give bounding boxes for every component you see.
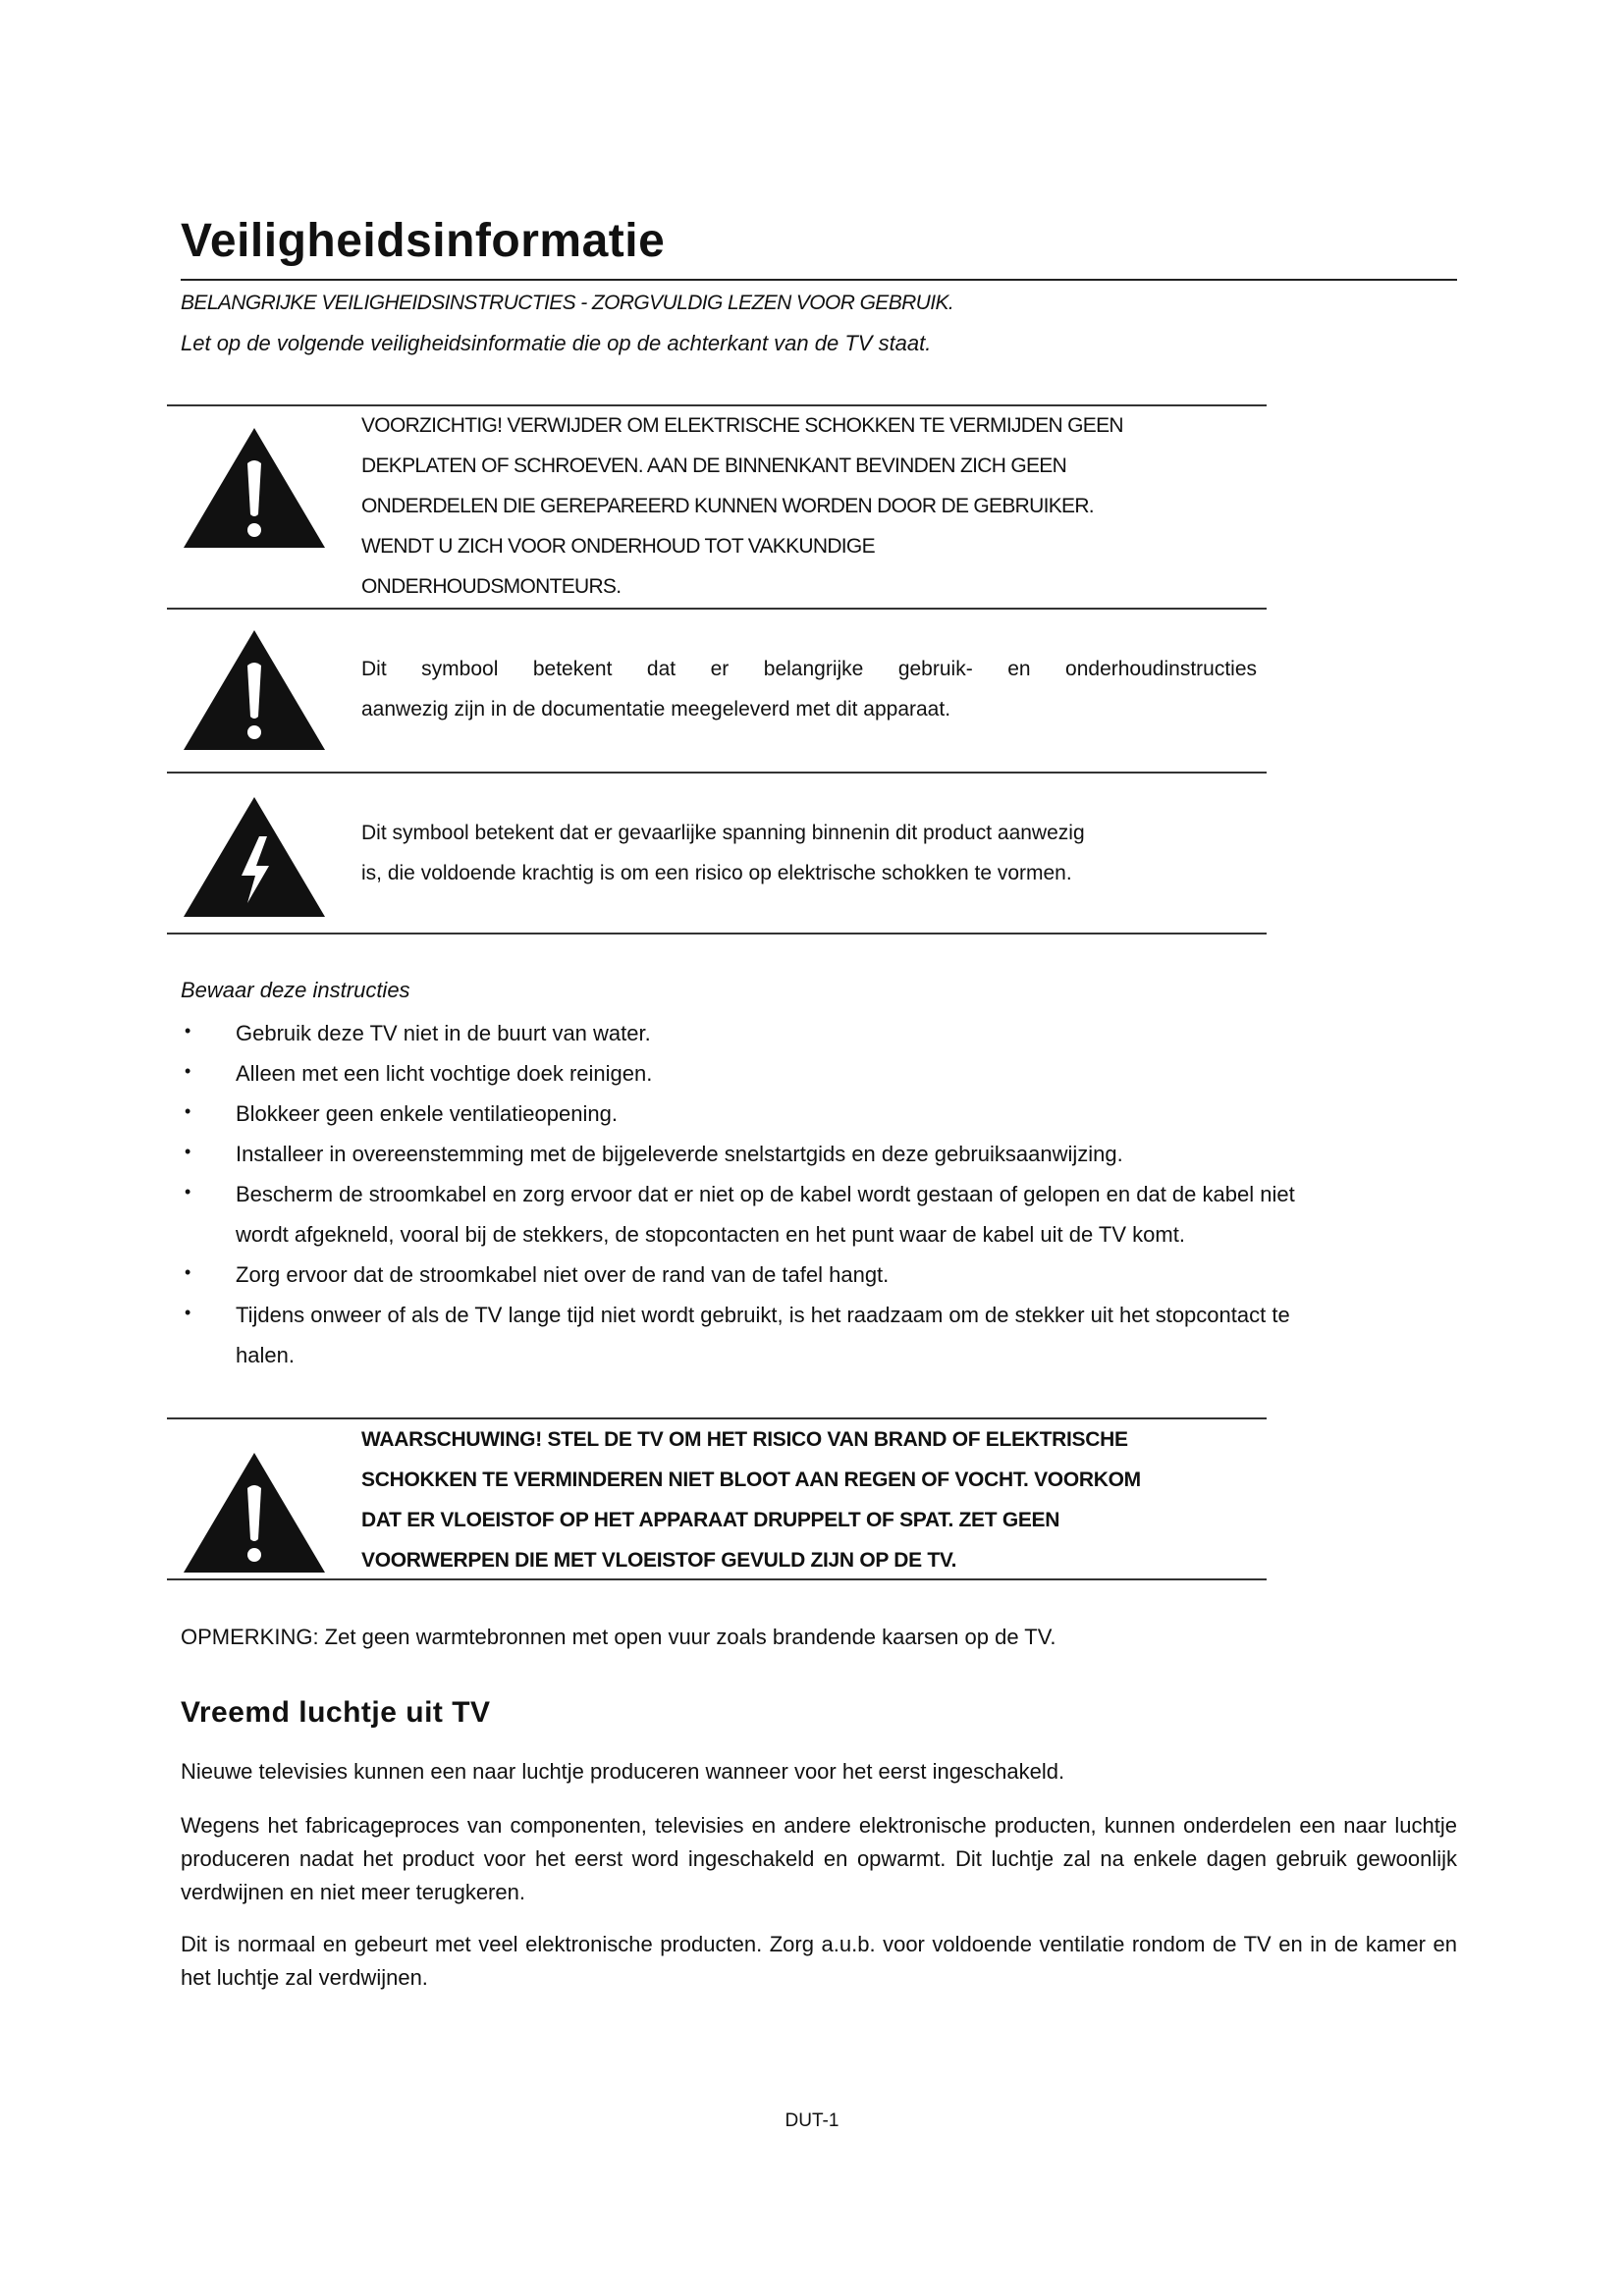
list-item: • Gebruik deze TV niet in de buurt van water. — [181, 1013, 1467, 1053]
voltage-explanation-text — [361, 813, 1257, 893]
caution-line: ONDERDELEN DIE GEREPAREERD KUNNEN WORDEN DOOR DE GEBRUIKER. — [361, 495, 1094, 517]
exclamation-triangle-icon — [181, 424, 328, 552]
odor-paragraph: Wegens het fabricageproces van componenten, televisies en andere elektronische producten, kunnen onderdelen een naar luchtje produceren nadat het product voor het eerst word ingeschakeld en opwarmt. Dit luchtje zal na enkele dagen gebruik gewoonlijk verdwijnen en niet meer terugkeren. — [181, 1813, 1457, 1904]
list-item: • Installeer in overeenstemming met de bijgeleverde snelstartgids en deze gebruiksaanwijzing. — [181, 1134, 1467, 1174]
odor-paragraph: Nieuwe televisies kunnen een naar luchtje produceren wanneer voor het eerst ingeschakeld. — [181, 1759, 1065, 1784]
bullet: • — [185, 1061, 191, 1081]
explanation-line: aanwezig zijn in de documentatie meegeleverd met dit apparaat. — [361, 698, 951, 721]
list-item: • Zorg ervoor dat de stroomkabel niet over de rand van de tafel hangt. — [181, 1255, 1467, 1295]
water-warning-line: SCHOKKEN TE VERMINDEREN NIET BLOOT AAN REGEN OF VOCHT. VOORKOM — [361, 1468, 1141, 1491]
bullet: • — [185, 1101, 191, 1121]
water-warning-text — [361, 1419, 1257, 1580]
divider — [167, 1578, 1267, 1580]
bullet: • — [185, 1182, 191, 1201]
important-instructions-line: BELANGRIJKE VEILIGHEIDSINSTRUCTIES - ZORGVULDIG LEZEN VOOR GEBRUIK. — [181, 292, 954, 314]
odor-paragraph: Dit is normaal en gebeurt met veel elektronische producten. Zorg a.u.b. voor voldoende ventilatie rondom de TV en in de kamer en het luchtje zal verdwijnen. — [181, 1932, 1457, 1990]
page-number: DUT-1 — [785, 2110, 839, 2131]
explanation-line: Dit symbool betekent dat er belangrijke gebruik- en onderhoudinstructies — [361, 658, 1257, 680]
bullet: • — [185, 1142, 191, 1161]
water-warning-line: DAT ER VLOEISTOF OP HET APPARAAT DRUPPELT OF SPAT. ZET GEEN — [361, 1509, 1060, 1531]
notice-line: Let op de volgende veiligheidsinformatie die op de achterkant van de TV staat. — [181, 331, 932, 355]
bullet: • — [185, 1021, 191, 1041]
save-instructions-heading: Bewaar deze instructies — [181, 978, 410, 1002]
caution-text — [361, 405, 1257, 607]
page-title: Veiligheidsinformatie — [181, 215, 666, 267]
list-item: • Tijdens onweer of als de TV lange tijd niet wordt gebruikt, is het raadzaam om de stekker uit het stopcontact te halen. — [181, 1295, 1467, 1375]
list-item: • Blokkeer geen enkele ventilatieopening. — [181, 1094, 1467, 1134]
divider — [167, 608, 1267, 610]
voltage-line: is, die voldoende krachtig is om een risico op elektrische schokken te vormen. — [361, 862, 1072, 884]
caution-line: DEKPLATEN OF SCHROEVEN. AAN DE BINNENKANT BEVINDEN ZICH GEEN — [361, 454, 1067, 477]
list-item: • Alleen met een licht vochtige doek reinigen. — [181, 1053, 1467, 1094]
title-divider — [181, 279, 1457, 281]
water-warning-line: WAARSCHUWING! STEL DE TV OM HET RISICO VAN BRAND OF ELEKTRISCHE — [361, 1428, 1128, 1451]
caution-line: ONDERHOUDSMONTEURS. — [361, 575, 622, 598]
water-warning-line: VOORWERPEN DIE MET VLOEISTOF GEVULD ZIJN OP DE TV. — [361, 1549, 957, 1572]
odor-section-heading: Vreemd luchtje uit TV — [181, 1696, 491, 1729]
list-item: • Bescherm de stroomkabel en zorg ervoor dat er niet op de kabel wordt gestaan of gelopen en dat de kabel niet wordt afgekneld, vooral bij de stekkers, de stopcontacten en het punt waar de kabel uit de TV komt. — [181, 1174, 1467, 1255]
caution-line: VOORZICHTIG! VERWIJDER OM ELEKTRISCHE SCHOKKEN TE VERMIJDEN GEEN — [361, 414, 1123, 437]
lightning-triangle-icon — [181, 793, 328, 921]
bullet: • — [185, 1262, 191, 1282]
caution-line: WENDT U ZICH VOOR ONDERHOUD TOT VAKKUNDIGE — [361, 535, 875, 558]
voltage-line: Dit symbool betekent dat er gevaarlijke spanning binnenin dit product aanwezig — [361, 822, 1085, 844]
instruction-list — [181, 1013, 1467, 1375]
exclamation-triangle-icon — [181, 626, 328, 754]
divider — [167, 933, 1267, 934]
remark-note: OPMERKING: Zet geen warmtebronnen met open vuur zoals brandende kaarsen op de TV. — [181, 1625, 1056, 1649]
bullet: • — [185, 1303, 191, 1322]
divider — [167, 772, 1267, 774]
exclamation-triangle-icon — [181, 1449, 328, 1576]
symbol-explanation-text — [361, 649, 1257, 729]
